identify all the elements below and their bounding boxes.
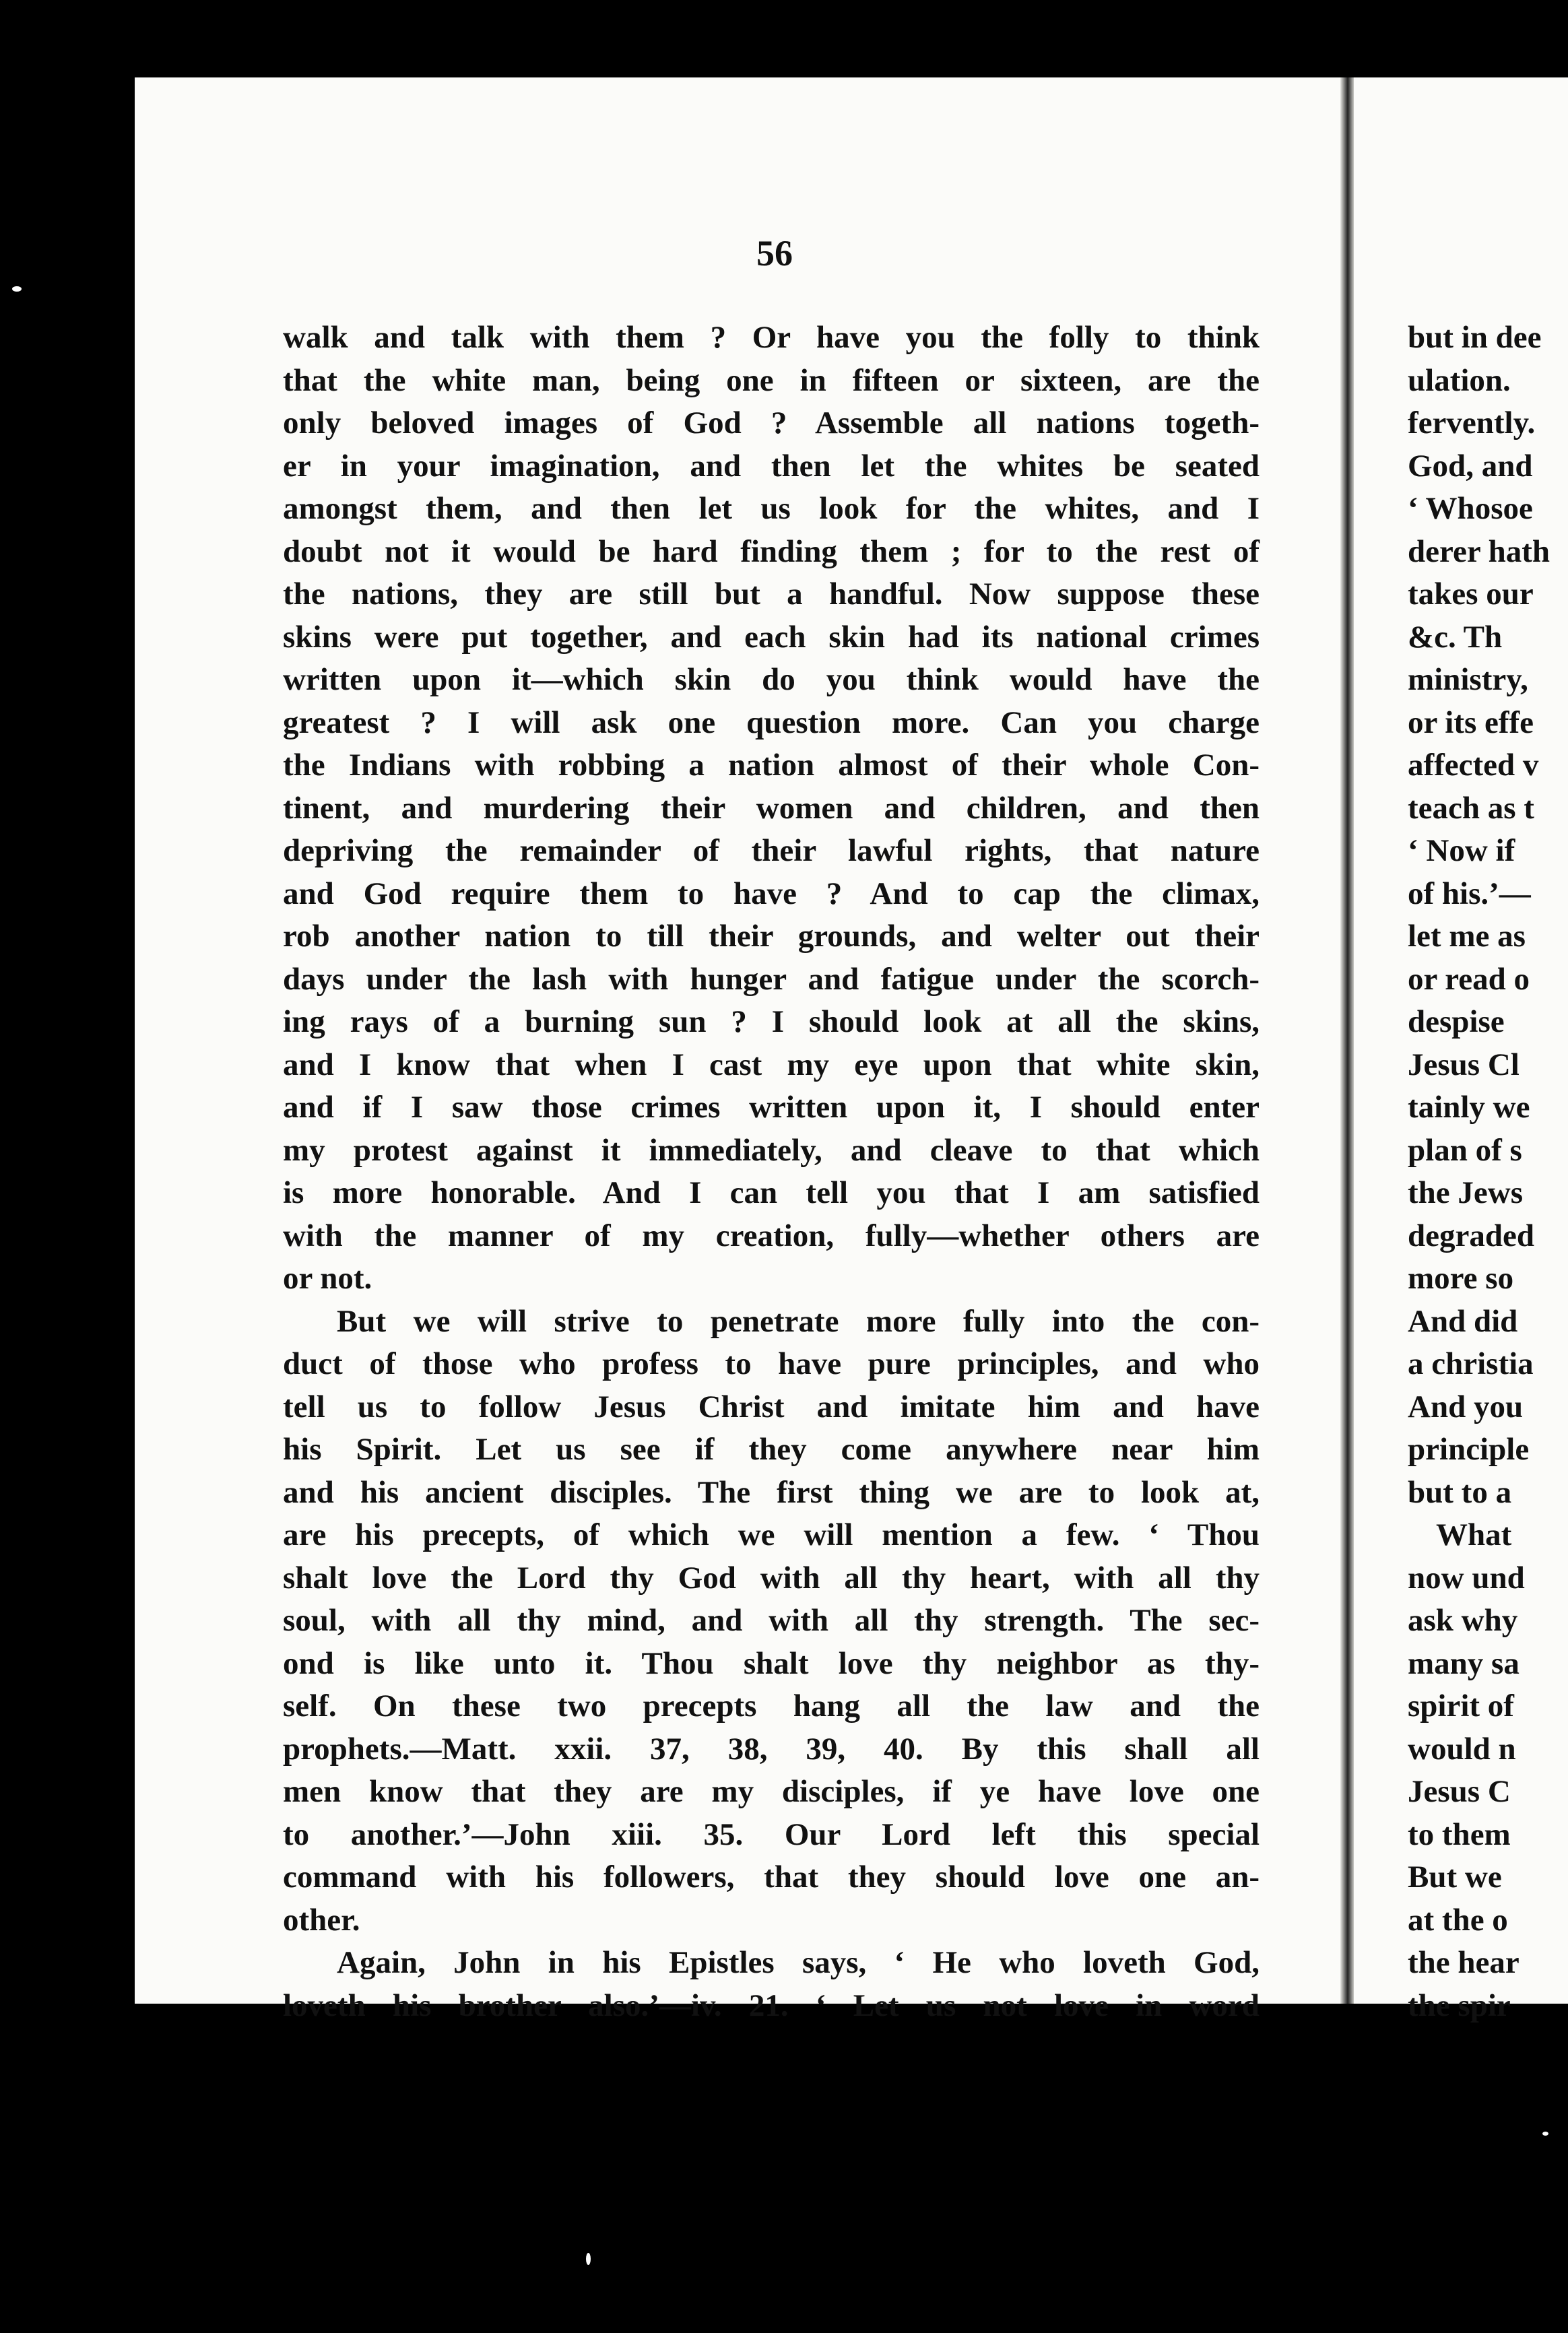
text-line: ing rays of a burning sun ? I should look at all the skins, (283, 1004, 1260, 1039)
text-line: now und (1408, 1560, 1525, 1596)
text-line: duct of those who profess to have pure principles, and who (283, 1346, 1260, 1381)
text-line: are his precepts, of which we will mention a few. ‘ Thou (283, 1517, 1260, 1552)
text-line: the hear (1408, 1945, 1520, 1980)
scan-top-margin (0, 0, 1568, 74)
text-line: plan of s (1408, 1132, 1522, 1168)
text-line: ‘ Now if (1408, 833, 1515, 868)
text-line: Again, John in his Epistles says, ‘ He who loveth God, (337, 1945, 1260, 1980)
text-line: ‘ Whosoe (1408, 491, 1533, 526)
text-line: teach as t (1408, 790, 1534, 826)
text-line: And did (1408, 1303, 1518, 1339)
text-line: takes our (1408, 577, 1534, 612)
scan-bottom-margin (0, 2004, 1568, 2333)
text-line: his Spirit. Let us see if they come anywhere near him (283, 1432, 1260, 1467)
text-line: prophets.—Matt. xxii. 37, 38, 39, 40. By this shall all (283, 1731, 1260, 1767)
text-line: would n (1408, 1731, 1516, 1767)
text-line: at the o (1408, 1902, 1508, 1938)
text-line: skins were put together, and each skin had its national crimes (283, 619, 1260, 655)
text-line: of his.’— (1408, 876, 1531, 911)
text-line: fervently. (1408, 405, 1536, 440)
text-line: Jesus Cl (1408, 1047, 1520, 1082)
text-line: to another.’—John xiii. 35. Our Lord left this special (283, 1816, 1260, 1852)
text-line: shalt love the Lord thy God with all thy heart, with all thy (283, 1560, 1260, 1596)
text-line: But we (1408, 1860, 1502, 1895)
text-line: God, and (1408, 448, 1533, 484)
text-line: a christia (1408, 1346, 1534, 1381)
text-line: affected v (1408, 748, 1539, 783)
text-line: other. (283, 1902, 360, 1938)
text-line: the Jews (1408, 1175, 1523, 1210)
scan-speck (1542, 2132, 1548, 2136)
text-line: men know that they are my disciples, if ye have love one (283, 1774, 1260, 1809)
text-line: soul, with all thy mind, and with all thy strength. The sec- (283, 1603, 1260, 1638)
scan-speck (12, 286, 22, 292)
text-line: &c. Th (1408, 619, 1503, 655)
text-line: is more honorable. And I can tell you that I am satisfied (283, 1175, 1260, 1210)
text-line: my protest against it immediately, and cleave to that which (283, 1132, 1260, 1168)
text-line: self. On these two precepts hang all the law and the (283, 1688, 1260, 1723)
text-line: command with his followers, that they should love one an- (283, 1860, 1260, 1895)
text-line: degraded (1408, 1218, 1534, 1253)
text-line: depriving the remainder of their lawful rights, that nature (283, 833, 1260, 868)
page-number: 56 (756, 233, 793, 273)
text-line: principle (1408, 1432, 1530, 1467)
text-line: more so (1408, 1261, 1514, 1296)
text-line: tainly we (1408, 1090, 1530, 1125)
text-line: and God require them to have ? And to cap the climax, (283, 876, 1260, 911)
text-line: walk and talk with them ? Or have you the folly to think (283, 320, 1260, 355)
text-line: But we will strive to penetrate more fully into the con- (337, 1303, 1260, 1339)
text-line: ond is like unto it. Thou shalt love thy neighbor as thy- (283, 1645, 1260, 1681)
text-line: despise (1408, 1004, 1505, 1039)
text-line: ask why (1408, 1603, 1518, 1638)
text-line: And you (1408, 1389, 1524, 1424)
text-line: the nations, they are still but a handful. Now suppose these (283, 577, 1260, 612)
text-line: amongst them, and then let us look for the whites, and I (283, 491, 1260, 526)
book-gutter (1340, 77, 1354, 2004)
text-line: spirit of (1408, 1688, 1514, 1723)
text-line: greatest ? I will ask one question more. Can you charge (283, 704, 1260, 740)
left-column-text (283, 317, 1260, 2027)
text-line: but to a (1408, 1474, 1512, 1510)
text-line: or read o (1408, 961, 1530, 997)
right-column-text (1408, 317, 1568, 2027)
text-line: to them (1408, 1816, 1511, 1852)
text-line: What (1436, 1517, 1512, 1552)
text-line: ulation. (1408, 362, 1511, 398)
scan-speck (586, 2253, 591, 2265)
text-line: or its effe (1408, 704, 1534, 740)
text-line: that the white man, being one in fifteen or sixteen, are the (283, 362, 1260, 398)
text-line: days under the lash with hunger and fatigue under the scorch- (283, 961, 1260, 997)
text-line: doubt not it would be hard finding them ; for to the rest of (283, 533, 1260, 569)
text-line: er in your imagination, and then let the whites be seated (283, 448, 1260, 484)
text-line: let me as (1408, 919, 1526, 954)
text-line: or not. (283, 1261, 372, 1296)
text-line: and his ancient disciples. The first thing we are to look at, (283, 1474, 1260, 1510)
text-line: the spir (1408, 1987, 1511, 2023)
text-line: and if I saw those crimes written upon it, I should enter (283, 1090, 1260, 1125)
text-line: tinent, and murdering their women and children, and then (283, 790, 1260, 826)
text-line: derer hath (1408, 533, 1550, 569)
text-line: rob another nation to till their grounds, and welter out their (283, 919, 1260, 954)
text-line: tell us to follow Jesus Christ and imitate him and have (283, 1389, 1260, 1424)
text-line: written upon it—which skin do you think would have the (283, 662, 1260, 697)
text-line: ministry, (1408, 662, 1528, 697)
text-line: but in dee (1408, 320, 1542, 355)
text-line: with the manner of my creation, fully—whether others are (283, 1218, 1260, 1253)
text-line: Jesus C (1408, 1774, 1511, 1809)
text-line: loveth his brother also.’—iv. 21. ‘ Let us not love in word (283, 1987, 1260, 2023)
text-line: and I know that when I cast my eye upon that white skin, (283, 1047, 1260, 1082)
text-line: only beloved images of God ? Assemble all nations togeth- (283, 405, 1260, 440)
text-line: the Indians with robbing a nation almost of their whole Con- (283, 748, 1260, 783)
text-line: many sa (1408, 1645, 1520, 1681)
